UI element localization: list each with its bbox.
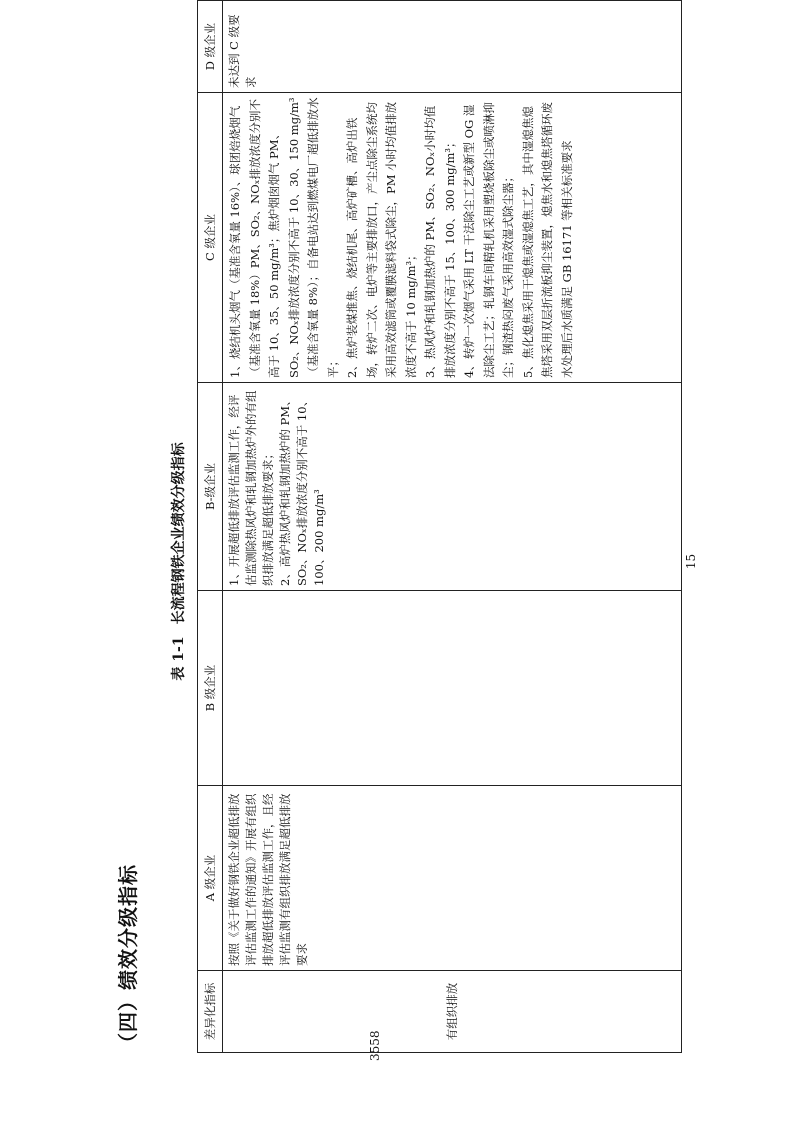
table-caption-number: 表 1-1: [171, 636, 187, 681]
cell-b-minus-level: [223, 383, 682, 591]
document-code: 3558: [368, 1030, 382, 1061]
header-b-minus-level: B-级企业: [198, 383, 223, 591]
cell-b-level: [223, 591, 682, 786]
header-d-level: D 级企业: [198, 1, 223, 93]
c-level-item: 5、焦化熄焦采用干熄焦或湿熄焦工艺，其中湿熄焦熄焦塔采用双层折流板抑尘装置，熄焦水和熄焦塔循环废水处理后水质满足 GB 16171 等相关标准要求: [520, 102, 574, 378]
performance-grading-table: [197, 0, 682, 1053]
table-caption: [168, 0, 188, 1123]
header-b-level: B 级企业: [198, 591, 223, 786]
cell-d-level: 未达到 C 级要求: [223, 1, 682, 93]
header-metric: 差异化指标: [198, 971, 223, 1053]
b-minus-item: 2、高炉热风炉和轧钢加热炉的 PM、SO₂、NOₓ排放浓度分别不高于 10、100、200 mg/m³: [278, 394, 326, 586]
header-a-level: A 级企业: [198, 786, 223, 971]
table-caption-title: 长流程钢铁企业绩效分级指标: [171, 442, 187, 625]
table-row: [223, 1, 682, 1053]
c-level-item: 2、焦炉装煤推焦、烧结机尾、高炉矿槽、高炉出铁场，转炉二次、电炉等主要排放口，产尘点除尘系统均采用高效滤筒或覆膜滤料袋式除尘，PM 小时均值排放浓度不高于 10 mg/m³；: [345, 101, 418, 378]
c-level-item: 3、热风炉和轧钢加热炉的 PM、SO₂、NOₓ小时均值排放浓度分别不高于 15、100、300 mg/m³；: [423, 105, 457, 378]
cell-c-level: [223, 93, 682, 383]
cell-metric: 有组织排放: [223, 971, 682, 1053]
section-title: （四）绩效分级指标: [116, 864, 140, 1053]
header-c-level: C 级企业: [198, 93, 223, 383]
page-number: 15: [684, 553, 698, 570]
c-level-item: 1、烧结机头烟气（基准含氧量 16%）、球团焙烧烟气（基准含氧量 18%）PM、SO₂、NOₓ排放浓度分别不高于 10、35、50 mg/m³；焦炉烟囱烟气 PM、SO₂、NOₓ排放浓度分别不高于 10、30、150 mg/m³（基准含氧量 8%）；自备电站达到燃煤电厂超低排放水平；: [228, 97, 340, 378]
cell-a-level: 按照《关于做好钢铁企业超低排放评估监测工作的通知》开展有组织排放超低排放评估监测工作，且经评估监测有组织排放满足超低排放要求: [223, 786, 682, 971]
b-minus-item: 1、开展超低排放评估监测工作，经评估监测除热风炉和轧钢加热炉外的有组织排放满足超低排放要求；: [227, 390, 275, 586]
table-header-row: [198, 1, 223, 1053]
c-level-item: 4、转炉一次烟气采用 LT 干法除尘工艺或新型 OG 湿法除尘工艺；轧钢车间精轧机采用塑烧板除尘或喷淋抑尘；钢渣热闷废气采用高效湿式除尘器；: [462, 102, 515, 378]
